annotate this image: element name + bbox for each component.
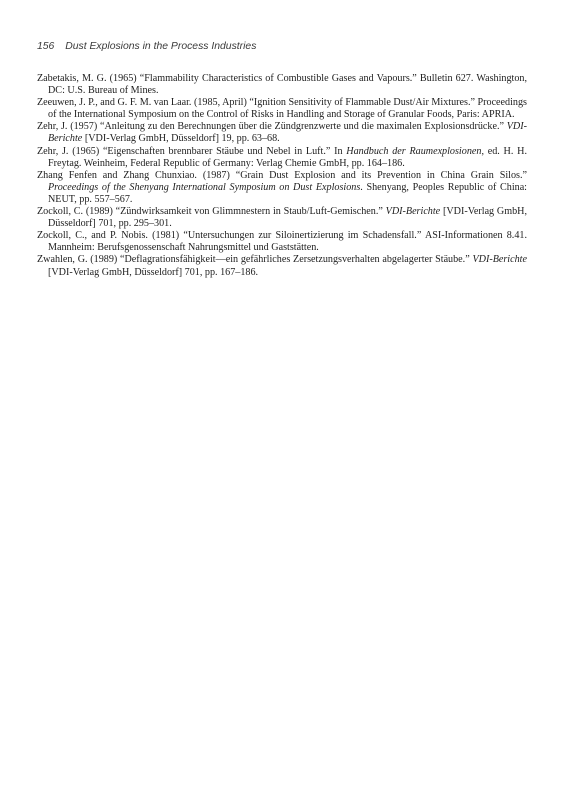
reference-text: Zehr, J. (1957) “Anleitung zu den Berechnungen über die Zündgrenzwerte und die maximalen Explosionsdrücke.” xyxy=(37,121,507,133)
reference-list xyxy=(37,73,527,279)
reference-entry xyxy=(37,73,527,97)
reference-text-end: , ed. H. H. Freytag. Weinheim, Federal Republic of Germany: Verlag Chemie GmbH, pp. 164–186. xyxy=(48,145,527,169)
page-number: 156 xyxy=(37,41,55,52)
reference-entry xyxy=(37,146,527,170)
reference-entry xyxy=(37,230,527,254)
reference-italic-text: VDI-Berichte xyxy=(385,206,441,218)
reference-entry xyxy=(37,97,527,121)
reference-italic-text: VDI-Berichte xyxy=(48,121,527,145)
reference-text: Zwahlen, G. (1989) “Deflagrationsfähigkeit—ein gefährliches Zersetzungsverhalten abgelagerter Stäube.” xyxy=(37,254,473,266)
reference-text: Zehr, J. (1965) “Eigenschaften brennbarer Stäube und Nebel in Luft.” In xyxy=(37,145,347,157)
reference-text-end: [VDI-Verlag GmbH, Düsseldorf] 701, pp. 295–301. xyxy=(48,206,527,230)
reference-entry xyxy=(37,206,527,230)
reference-text: Zockoll, C. (1989) “Zündwirksamkeit von Glimmnestern in Staub/Luft-Gemischen.” xyxy=(37,206,386,218)
reference-text: Zockoll, C., and P. Nobis. (1981) “Untersuchungen zur Siloinertizierung im Schadensfall.” ASI-Informationen 8.41. Mannheim: Berufsgenossenschaft Nahrungsmittel und Gaststätten. xyxy=(37,230,527,254)
reference-italic-text: Handbuch der Raumexplosionen xyxy=(346,145,482,157)
reference-text: Zabetakis, M. G. (1965) “Flammability Characteristics of Combustible Gases and Vapours.” Bulletin 627. Washington, DC: U.S. Bureau of Mines. xyxy=(37,73,527,97)
reference-text-end: . Shenyang, Peoples Republic of China: NEUT, pp. 557–567. xyxy=(48,181,527,205)
reference-text: Zhang Fenfen and Zhang Chunxiao. (1987) “Grain Dust Explosion and its Prevention in China Grain Silos.” xyxy=(37,169,527,181)
reference-entry xyxy=(37,254,527,278)
reference-italic-text: VDI-Berichte xyxy=(472,254,527,266)
reference-text-end: [VDI-Verlag GmbH, Düsseldorf] 19, pp. 63–68. xyxy=(82,133,280,145)
reference-entry xyxy=(37,121,527,145)
reference-text: Zeeuwen, J. P., and G. F. M. van Laar. (1985, April) “Ignition Sensitivity of Flammable Dust/Air Mixtures.” Proceedings of the International Symposium on the Control of Risks in Handling and Storage of Granular Foods, Paris: APRIA. xyxy=(37,97,527,121)
reference-entry xyxy=(37,170,527,206)
reference-text-end: [VDI-Verlag GmbH, Düsseldorf] 701, pp. 167–186. xyxy=(48,266,259,278)
reference-italic-text: Proceedings of the Shenyang International Symposium on Dust Explosions xyxy=(48,181,361,193)
running-title: Dust Explosions in the Process Industries xyxy=(65,41,257,52)
running-header xyxy=(37,41,256,52)
